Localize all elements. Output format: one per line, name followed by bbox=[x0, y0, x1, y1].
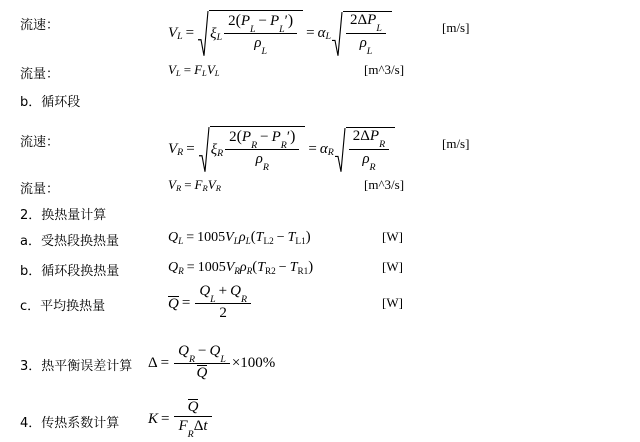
symbol-Q: Q bbox=[178, 342, 189, 359]
fraction-error bbox=[174, 343, 230, 382]
subscript-L: L bbox=[261, 46, 267, 58]
prime-mark: ′ bbox=[284, 12, 288, 29]
equals-sign: = bbox=[186, 140, 195, 157]
subscript-R: R bbox=[187, 429, 194, 440]
subscript-R: R bbox=[202, 183, 208, 193]
symbol-V: V bbox=[168, 24, 178, 41]
symbol-Q-bar: Q bbox=[168, 295, 179, 312]
equals-sign: = bbox=[161, 411, 170, 428]
equals-sign: = bbox=[183, 62, 192, 77]
plus-sign: + bbox=[218, 282, 228, 299]
symbol-P: P bbox=[271, 128, 281, 145]
subscript-L: L bbox=[376, 23, 382, 34]
unit-heat-b: [W] bbox=[382, 259, 403, 274]
formula-heat-b: Q R = 1005 V R ρ R ( T R2 − T R1 ) bbox=[168, 259, 314, 276]
label-heat-c: c．平均换热量 bbox=[20, 299, 106, 314]
symbol-P: P bbox=[241, 128, 252, 145]
label-velocity-heated: 流速： bbox=[20, 18, 60, 33]
equals-sign: = bbox=[181, 295, 191, 312]
symbol-T: T bbox=[257, 259, 265, 275]
fraction-avg bbox=[195, 283, 251, 322]
sqrt-group-4 bbox=[335, 127, 395, 173]
subscript-L: L bbox=[325, 30, 332, 42]
symbol-F: F bbox=[178, 418, 188, 434]
symbol-Q: Q bbox=[199, 282, 211, 299]
subscript-R: R bbox=[217, 148, 224, 160]
numeral-2: 2 bbox=[350, 12, 358, 28]
unit-heat-a: [W] bbox=[382, 229, 403, 244]
fraction-1: $\frac{2(P_L- P_L')}{\rho_L}$ bbox=[224, 12, 297, 56]
equals-sign: = bbox=[186, 229, 195, 245]
symbol-rho: ρ bbox=[239, 259, 247, 275]
sqrt-group-1 bbox=[198, 10, 303, 57]
symbol-Q: Q bbox=[168, 259, 179, 275]
subscript-L: L bbox=[220, 353, 226, 365]
subscript-L: L bbox=[245, 235, 251, 246]
subscript-R: R bbox=[262, 162, 269, 174]
formula-heat-c bbox=[168, 284, 253, 323]
label-heat-b: b．循环段换热量 bbox=[20, 264, 120, 279]
symbol-Q-bar: Q bbox=[187, 398, 199, 415]
subscript-R: R bbox=[379, 139, 386, 150]
subscript-R: R bbox=[240, 293, 248, 305]
subscript-R: R bbox=[175, 183, 182, 193]
symbol-Q: Q bbox=[209, 342, 221, 359]
subscript-R: R bbox=[215, 183, 221, 193]
label-flow-heated: 流量： bbox=[20, 67, 60, 82]
equals-sign: = bbox=[306, 24, 315, 41]
fraction-4 bbox=[349, 128, 389, 171]
numeral-2: 2 bbox=[228, 12, 236, 29]
symbol-rho: ρ bbox=[238, 229, 246, 245]
subscript-L2: L2 bbox=[263, 235, 274, 246]
subscript-L: L bbox=[366, 45, 373, 57]
subscript-R: R bbox=[178, 265, 184, 276]
symbol-Q: Q bbox=[230, 282, 241, 299]
label-heat-a: a．受热段换热量 bbox=[20, 234, 119, 249]
symbol-alpha: α bbox=[319, 140, 328, 157]
symbol-Q-bar: Q bbox=[196, 365, 208, 382]
formula-velocity-heated bbox=[168, 10, 392, 57]
subscript-L1: L1 bbox=[295, 235, 306, 246]
minus-sign: − bbox=[258, 12, 267, 29]
symbol-V: V bbox=[168, 140, 178, 157]
subscript-R: R bbox=[234, 265, 240, 276]
symbol-P: P bbox=[367, 12, 377, 28]
symbol-T: T bbox=[287, 229, 296, 245]
equals-sign: = bbox=[186, 259, 195, 275]
symbol-T: T bbox=[289, 259, 298, 275]
constant-1005: 1005 bbox=[197, 229, 226, 245]
heading-section-4: 4．传热系数计算 bbox=[20, 416, 120, 431]
symbol-P: P bbox=[269, 12, 280, 29]
symbol-P: P bbox=[240, 12, 250, 29]
sqrt-group-3 bbox=[199, 126, 306, 173]
formula-velocity-circ bbox=[168, 126, 395, 173]
subscript-R: R bbox=[188, 353, 196, 365]
prime-mark: ′ bbox=[286, 128, 291, 145]
symbol-rho: ρ bbox=[362, 150, 370, 167]
unit-velocity-circ: [m/s] bbox=[442, 136, 470, 151]
symbol-V: V bbox=[168, 177, 176, 192]
subscript-L: L bbox=[175, 68, 181, 78]
label-flow-circ: 流量： bbox=[20, 182, 60, 197]
equals-sign: = bbox=[184, 177, 192, 192]
heading-section-3: 3．热平衡误差计算 bbox=[20, 359, 133, 374]
label-velocity-circ: 流速： bbox=[20, 135, 60, 150]
fraction-K bbox=[174, 399, 211, 438]
subscript-R: R bbox=[280, 139, 287, 151]
unit-velocity-heated: [m/s] bbox=[442, 20, 470, 35]
symbol-V: V bbox=[225, 229, 234, 245]
unit-flow-heated: [m^3/s] bbox=[364, 62, 405, 77]
minus-sign: − bbox=[276, 229, 285, 245]
equals-sign: = bbox=[160, 355, 170, 372]
subscript-R: R bbox=[369, 161, 376, 173]
symbol-F: F bbox=[194, 62, 203, 77]
subscript-L: L bbox=[210, 293, 216, 305]
symbol-xi: ξ bbox=[210, 26, 217, 43]
symbol-V: V bbox=[225, 259, 235, 275]
formula-flow-heated bbox=[168, 62, 220, 78]
subscript-R2: R2 bbox=[265, 265, 276, 276]
subscript-L: L bbox=[216, 32, 223, 44]
constant-1005: 1005 bbox=[197, 259, 226, 275]
subscript-R: R bbox=[251, 139, 258, 151]
fraction-3: $\frac{2(P_R- P_R')}{\rho_R}$ bbox=[225, 128, 299, 172]
symbol-V: V bbox=[206, 62, 215, 77]
subscript-L: L bbox=[202, 68, 207, 78]
subscript-L: L bbox=[279, 23, 285, 35]
symbol-delta: Δ bbox=[357, 12, 368, 28]
symbol-rho: ρ bbox=[255, 151, 263, 168]
equals-sign: = bbox=[185, 24, 195, 41]
sqrt-group-2 bbox=[332, 11, 392, 57]
subscript-R: R bbox=[177, 146, 184, 158]
subscript-L: L bbox=[177, 30, 183, 42]
symbol-delta: Δ bbox=[193, 418, 204, 434]
symbol-alpha: α bbox=[317, 24, 326, 41]
subscript-R: R bbox=[246, 265, 253, 276]
minus-sign: − bbox=[260, 128, 269, 145]
formula-balance-error bbox=[148, 344, 275, 383]
heading-section-b: b．循环段 bbox=[20, 95, 81, 110]
unit-flow-circ: [m^3/s] bbox=[364, 177, 405, 192]
symbol-F: F bbox=[194, 177, 203, 192]
symbol-delta: Δ bbox=[148, 355, 158, 372]
numeral-2: 2 bbox=[219, 305, 227, 322]
symbol-V: V bbox=[207, 177, 216, 192]
subscript-L: L bbox=[178, 235, 184, 246]
symbol-P: P bbox=[369, 128, 380, 144]
symbol-Q: Q bbox=[168, 229, 179, 245]
minus-sign: − bbox=[278, 259, 287, 275]
unit-heat-c: [W] bbox=[382, 295, 403, 310]
percent-multiplier: ×100% bbox=[231, 355, 276, 372]
subscript-R: R bbox=[327, 146, 334, 158]
subscript-L: L bbox=[250, 23, 256, 35]
formula-flow-circ bbox=[168, 177, 221, 193]
minus-sign: − bbox=[198, 342, 207, 359]
symbol-T: T bbox=[255, 229, 264, 245]
subscript-R1: R1 bbox=[297, 265, 309, 276]
formula-heat-a: Q L = 1005 V L ρ L ( T L2 − T L1 ) bbox=[168, 229, 311, 246]
subscript-L: L bbox=[214, 68, 220, 78]
symbol-rho: ρ bbox=[254, 35, 262, 52]
symbol-rho: ρ bbox=[359, 34, 367, 51]
symbol-V: V bbox=[168, 62, 176, 77]
numeral-2: 2 bbox=[229, 128, 237, 145]
numeral-2: 2 bbox=[352, 128, 361, 144]
subscript-L: L bbox=[233, 235, 239, 246]
symbol-delta: Δ bbox=[360, 128, 370, 144]
symbol-K: K bbox=[148, 411, 159, 428]
symbol-xi: ξ bbox=[210, 142, 218, 159]
symbol-t: t bbox=[203, 418, 208, 434]
formula-heat-transfer-coeff bbox=[148, 400, 214, 439]
fraction-2 bbox=[346, 12, 386, 55]
equals-sign: = bbox=[308, 140, 317, 157]
heading-section-2: 2．换热量计算 bbox=[20, 208, 107, 223]
